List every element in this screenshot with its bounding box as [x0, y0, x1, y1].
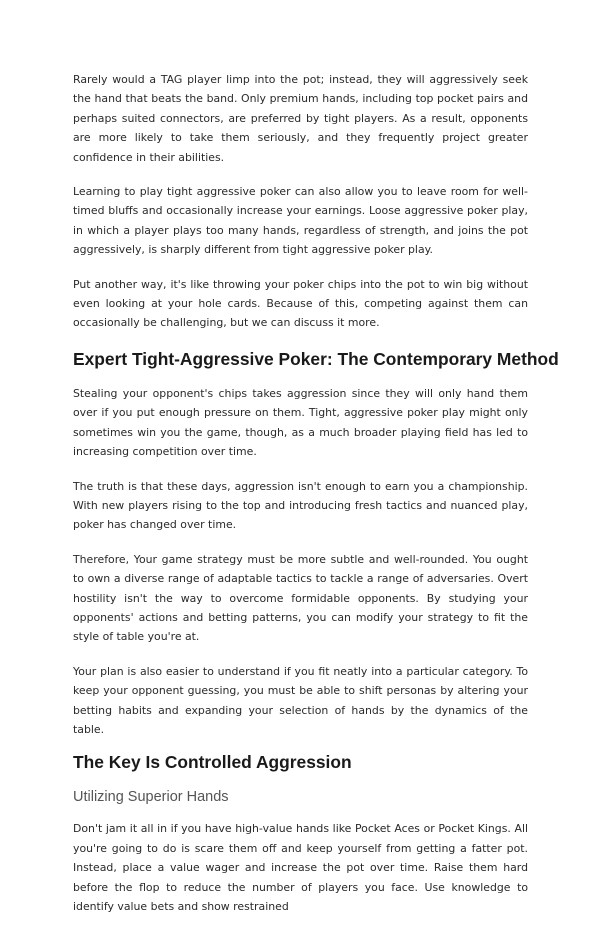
section2-paragraph-1: Don't jam it all in if you have high-value hands like Pocket Aces or Pocket Kings. All you're going to do is scare them off and keep yourself from getting a fatter pot. Instead, place a value wager and increase the pot over time. Raise them hard before the flop to reduce the number of players you face. Use knowledge to identify value bets and show restrained — [73, 822, 528, 913]
section1-paragraph-4: Your plan is also easier to understand if you fit neatly into a particular category. To keep your opponent guessing, you must be able to shift personas by altering your betting habits and expanding your selection of hands by the dynamics of the table. — [73, 664, 528, 736]
section1-paragraph-3: Therefore, Your game strategy must be more subtle and well-rounded. You ought to own a diverse range of adaptable tactics to tackle a range of adversaries. Overt hostility isn't the way to overcome formidable opponents. By studying your opponents' actions and betting patterns, you can modify your strategy to fit the style of table you're at. — [73, 552, 528, 644]
section-heading-contemporary-method: Expert Tight-Aggressive Poker: The Contemporary Method — [73, 348, 559, 369]
document-page — [73, 70, 559, 931]
intro-paragraph-1: Rarely would a TAG player limp into the pot; instead, they will aggressively seek the hand that beats the band. Only premium hands, including top pocket pairs and perhaps suited connectors, are preferred by tight players. As a result, opponents are more likely to take them seriously, and they frequently project greater confidence in their abilities. — [73, 73, 528, 164]
section1-paragraph-1: Stealing your opponent's chips takes aggression since they will only hand them over if you put enough pressure on them. Tight, aggressive poker play might only sometimes win you the game, though, as a much broader playing field has led to increasing competition over time. — [73, 386, 528, 459]
intro-paragraph-2: Learning to play tight aggressive poker can also allow you to leave room for well-timed bluffs and occasionally increase your earnings. Loose aggressive poker play, in which a player plays too many hands, regardless of strength, and joins the pot aggressively, is sharply different from tight aggressive poker play. — [73, 185, 528, 257]
intro-paragraph-3: Put another way, it's like throwing your poker chips into the pot to win big without even looking at your hole cards. Because of this, competing against them can occasionally be challenging, but we can discuss it more. — [73, 277, 528, 330]
subheading-superior-hands: Utilizing Superior Hands — [73, 789, 229, 806]
section1-paragraph-2: The truth is that these days, aggression isn't enough to earn you a championship. With new players rising to the top and introducing fresh tactics and nuanced play, poker has changed over time. — [73, 479, 528, 532]
section-heading-controlled-aggression: The Key Is Controlled Aggression — [73, 752, 352, 773]
